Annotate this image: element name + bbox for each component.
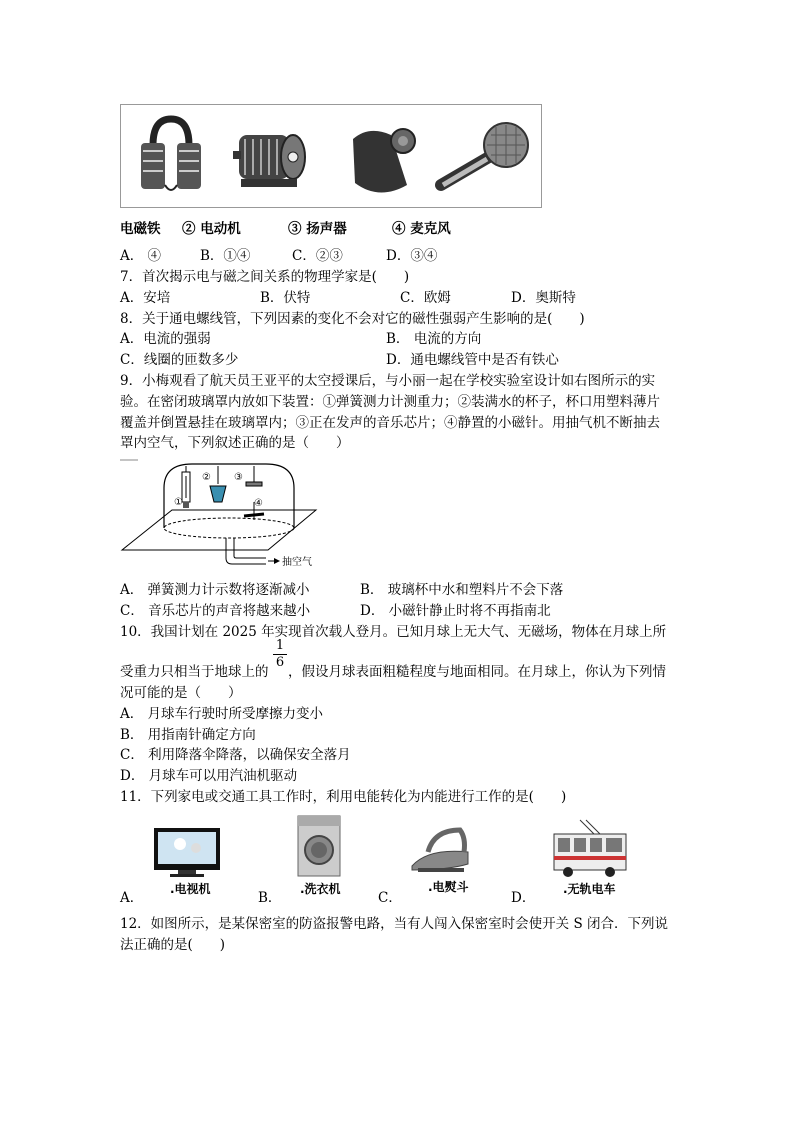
q6-device-label-3: ③ 扬声器: [288, 221, 347, 237]
q9-stem-line-2: 验。在密闭玻璃罩内放如下装置：①弹簧测力计测重力；②装满水的杯子，杯口用塑料薄片: [120, 394, 660, 410]
q7-option-d: D．奥斯特: [511, 290, 576, 306]
microphone-image: [441, 123, 528, 185]
q10-stem-line-2-end: ，假设月球表面粗糙程度与地面相同。在月球上，你认为下列情: [288, 664, 666, 680]
q11-caption-washer: .洗衣机: [300, 882, 341, 896]
q11-caption-iron: .电熨斗: [428, 880, 469, 894]
q9-stem-line-1: 9．小梅观看了航天员王亚平的太空授课后，与小丽一起在学校实验室设计如右图所示的实: [120, 373, 656, 389]
q10-option-d: D． 月球车可以用汽油机驱动: [120, 768, 298, 784]
q6-option-d: D．③④: [386, 248, 438, 264]
q11-option-c-letter: C．: [378, 890, 402, 906]
trolleybus-image: [550, 818, 630, 878]
pump-air-label: 抽空气: [282, 557, 312, 568]
device-illustrations: [121, 105, 541, 207]
tv-image: [150, 826, 226, 880]
q10-stem-line-1: 10．我国计划在 2025 年实现首次载人登月。已知月球上无大气、无磁场，物体在月球上所: [120, 624, 667, 640]
electric-motor-image: [233, 135, 305, 187]
q6-device-images: [120, 104, 542, 208]
q7-stem: 7．首次揭示电与磁之间关系的物理学家是( ): [120, 269, 410, 285]
q6-device-label-2: ② 电动机: [182, 221, 241, 237]
q11-caption-tv: .电视机: [170, 882, 211, 896]
label-2: ②: [202, 472, 211, 483]
one-sixth-fraction: [273, 639, 287, 670]
q8-stem: 8．关于通电螺线管，下列因素的变化不会对它的磁性强弱产生影响的是( ): [120, 311, 585, 327]
q9-stem-line-4: 罩内空气，下列叙述正确的是（ ）: [120, 435, 350, 451]
loudspeaker-image: [353, 129, 415, 193]
q7-option-c: C．欧姆: [400, 290, 451, 306]
q12-stem-line-2: 法正确的是( ): [120, 937, 226, 953]
label-3: ③: [234, 472, 243, 483]
q7-option-b: B．伏特: [260, 290, 311, 306]
q9-option-d: D． 小磁针静止时将不再指南北: [360, 603, 551, 619]
fraction-numerator: 1: [275, 638, 285, 653]
q6-device-label-1: 电磁铁: [120, 221, 161, 237]
q10-option-c: C． 利用降落伞降落，以确保安全落月: [120, 747, 351, 763]
q6-option-a: A． ④: [120, 248, 162, 264]
q9-stem-line-3: 覆盖并倒置悬挂在玻璃罩内；③正在发声的音乐芯片；④静置的小磁针。用抽气机不断抽去: [120, 415, 660, 431]
washing-machine-image: [296, 814, 344, 880]
q9-option-a: A． 弹簧测力计示数将逐渐减小: [120, 582, 310, 598]
iron-image: [408, 818, 472, 878]
q6-option-b: B．①④: [200, 248, 251, 264]
q9-option-c: C． 音乐芯片的声音将越来越小: [120, 603, 311, 619]
q9-option-b: B． 玻璃杯中水和塑料片不会下落: [360, 582, 564, 598]
bell-jar-diagram: [118, 458, 328, 570]
q10-stem-line-2-start: 受重力只相当于地球上的: [120, 664, 269, 680]
q8-option-d: D．通电螺线管中是否有铁心: [386, 352, 559, 368]
q11-option-a-letter: A．: [120, 890, 144, 906]
q10-option-b: B． 用指南针确定方向: [120, 727, 256, 743]
q7-option-a: A．安培: [120, 290, 171, 306]
q11-option-b-letter: B．: [258, 890, 282, 906]
q10-stem-line-3: 况可能的是（ ）: [120, 685, 242, 701]
q11-option-d-letter: D．: [511, 890, 536, 906]
q6-option-c: C．②③: [292, 248, 343, 264]
label-1: ①: [174, 497, 183, 508]
fraction-denominator: 6: [275, 655, 285, 670]
q10-option-a: A． 月球车行驶时所受摩擦力变小: [120, 706, 324, 722]
q11-stem: 11．下列家电或交通工具工作时，利用电能转化为内能进行工作的是( ): [120, 789, 567, 805]
q12-stem-line-1: 12．如图所示，是某保密室的防盗报警电路，当有人闯入保密室时会使开关 S 闭合．下列说: [120, 916, 669, 932]
q8-option-b: B． 电流的方向: [386, 331, 482, 347]
electromagnet-image: [141, 119, 201, 190]
q8-option-a: A．电流的强弱: [120, 331, 211, 347]
label-4: ④: [254, 498, 263, 509]
q6-device-label-4: ④ 麦克风: [392, 221, 451, 237]
q11-caption-trolleybus: .无轨电车: [563, 882, 616, 896]
q8-option-c: C．线圈的匝数多少: [120, 352, 239, 368]
